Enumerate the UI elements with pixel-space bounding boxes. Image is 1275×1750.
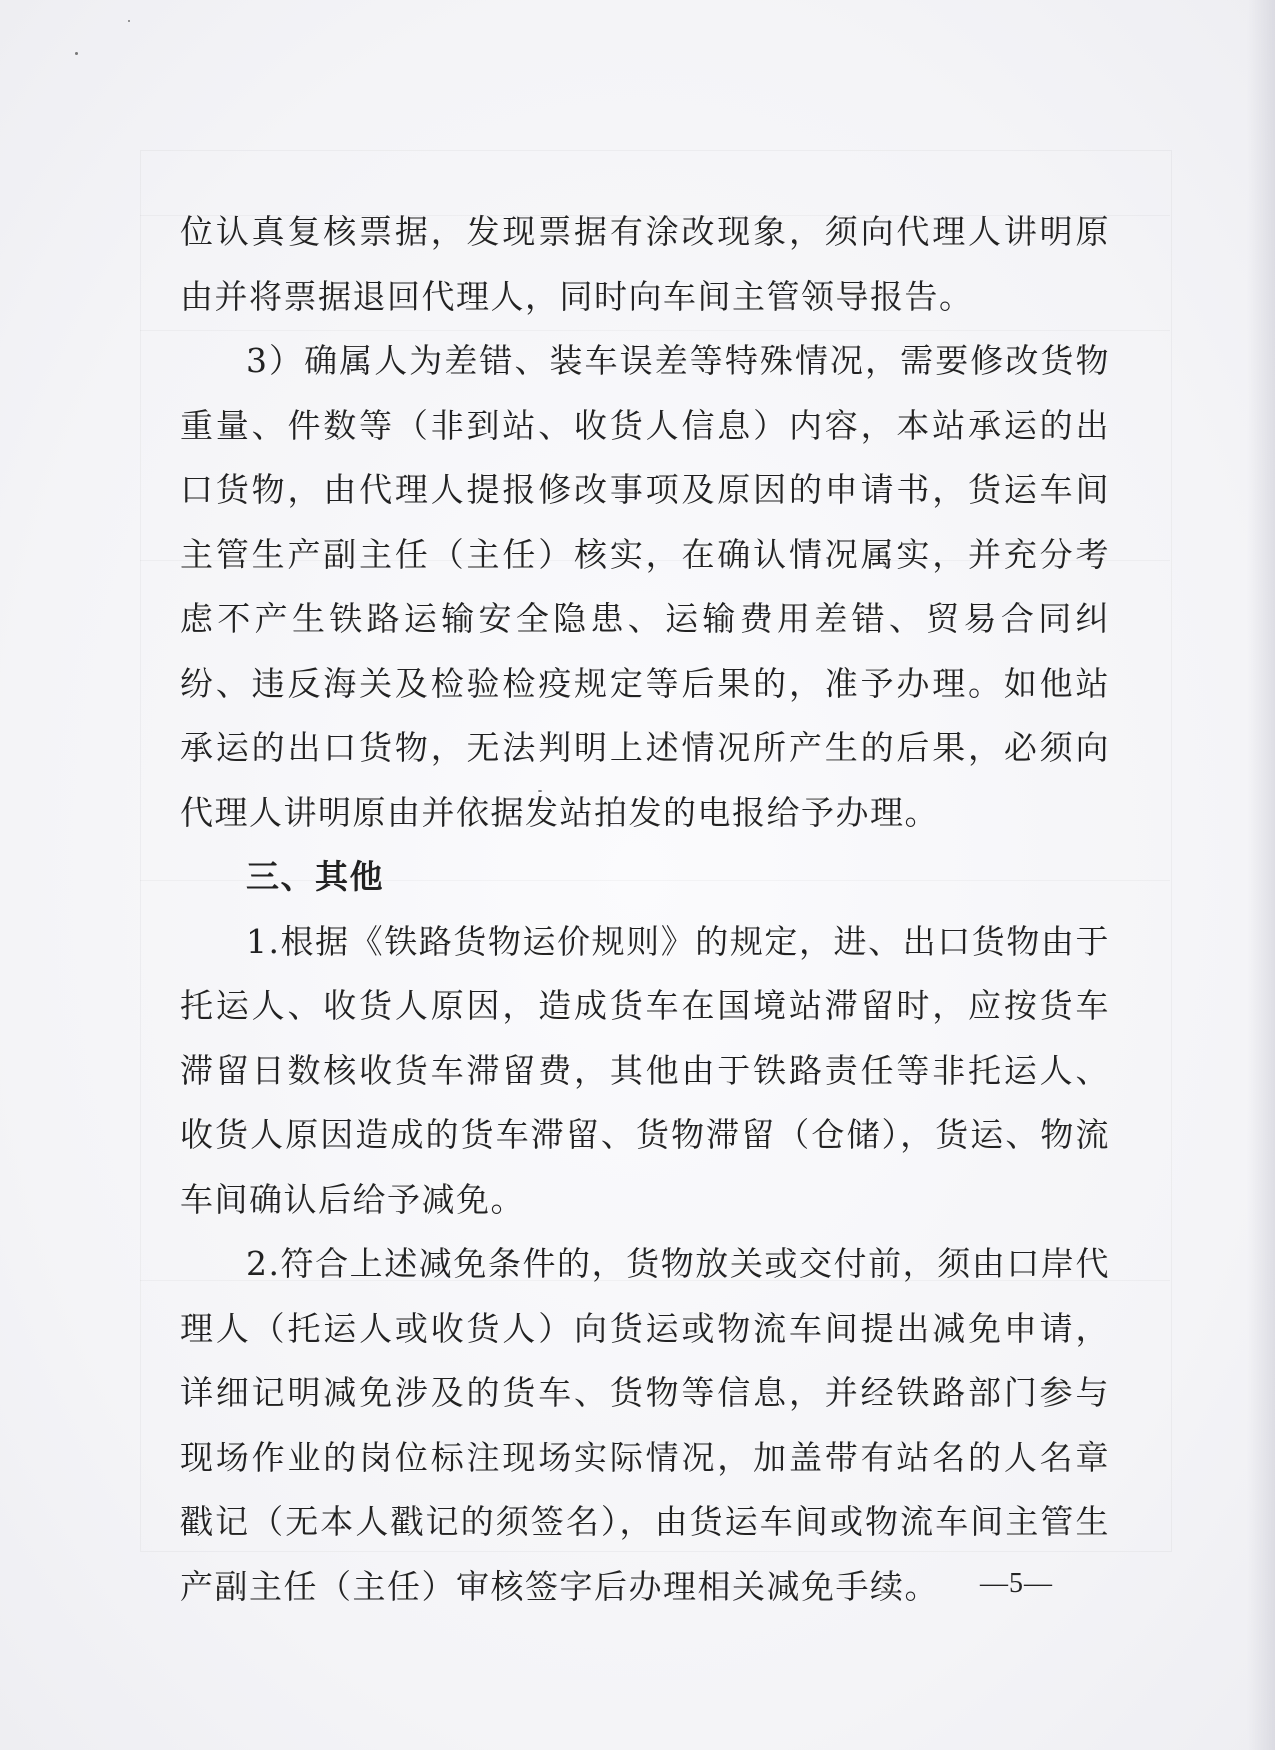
continuation-paragraph: 位认真复核票据，发现票据有涂改现象，须向代理人讲明原由并将票据退回代理人，同时向车间主管领导报告。 [180,212,1110,316]
scan-speck [75,52,78,55]
other-item-1-paragraph: 1.根据《铁路货物运价规则》的规定，进、出口货物由于托运人、收货人原因，造成货车在国境站滞留时，应按货车滞留日数核收货车滞留费，其他由于铁路责任等非托运人、收货人原因造成的货车滞留、货物滞留（仓储），货运、物流车间确认后给予减免。 [180,921,1110,1219]
document-body [180,200,1110,1619]
scan-edge-shadow [1247,0,1275,1750]
section-heading: 三、其他 [246,857,384,896]
page-number: —5— [980,1568,1053,1599]
other-item-2-paragraph: 2.符合上述减免条件的，货物放关或交付前，须由口岸代理人（托运人或收货人）向货运或物流车间提出减免申请，详细记明减免涉及的货车、货物等信息，并经铁路部门参与现场作业的岗位标注现场实际情况，加盖带有站名的人名章戳记（无本人戳记的须签名），由货运车间或物流车间主管生产副主任（主任）审核签字后办理相关减免手续。 [180,1244,1110,1606]
item-3-paragraph: 3）确属人为差错、装车误差等特殊情况，需要修改货物重量、件数等（非到站、收货人信息）内容，本站承运的出口货物，由代理人提报修改事项及原因的申请书，货运车间主管生产副主任（主任）核实，在确认情况属实，并充分考虑不产生铁路运输安全隐患、运输费用差错、贸易合同纠纷、违反海关及检验检疫规定等后果的，准予办理。如他站承运的出口货物，无法判明上述情况所产生的后果，必须向代理人讲明原由并依据发站拍发的电报给予办理。 [180,341,1110,832]
scan-speck [128,20,130,22]
